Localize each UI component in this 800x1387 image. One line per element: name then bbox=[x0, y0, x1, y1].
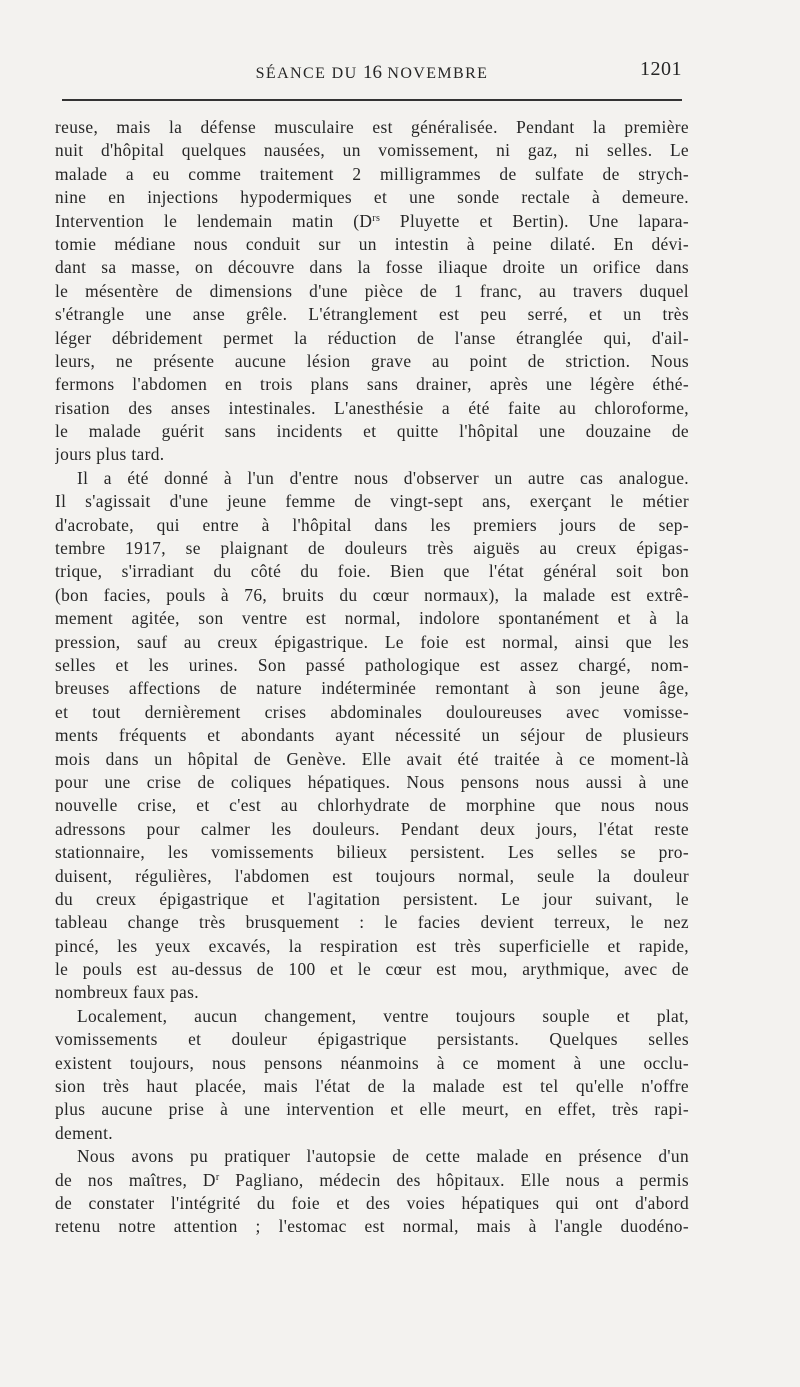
text-line bbox=[55, 1215, 689, 1238]
line-text: plus aucune prise à une intervention et elle meurt, en effet, très rapi- bbox=[55, 1099, 689, 1120]
text-line bbox=[55, 280, 689, 303]
running-title-part2: NOVEMBRE bbox=[381, 65, 489, 82]
text-line bbox=[55, 958, 689, 981]
line-text: mois dans un hôpital de Genève. Elle avait été traitée à ce moment-là bbox=[55, 748, 689, 769]
line-text: tableau change très brusquement : le facies devient terreux, le nez bbox=[55, 912, 689, 933]
line-text: de nos maîtres, D bbox=[55, 1169, 216, 1190]
text-line bbox=[55, 631, 689, 654]
text-line bbox=[55, 1098, 689, 1121]
line-text: pour une crise de coliques hépatiques. Nous pensons nous aussi à une bbox=[55, 771, 689, 792]
line-text-continued: Pagliano, médecin des hôpitaux. Elle nous a permis bbox=[219, 1169, 689, 1190]
line-text: dement. bbox=[55, 1122, 113, 1143]
body-text bbox=[55, 116, 689, 1239]
text-line bbox=[55, 654, 689, 677]
line-text: Il s'agissait d'une jeune femme de vingt-sept ans, exerçant le métier bbox=[55, 491, 689, 512]
text-line bbox=[55, 1145, 689, 1168]
text-line bbox=[55, 888, 689, 911]
text-line bbox=[55, 327, 689, 350]
text-line bbox=[55, 607, 689, 630]
text-line bbox=[55, 256, 689, 279]
text-line bbox=[55, 935, 689, 958]
line-text: de constater l'intégrité du foie et des voies hépatiques qui ont d'abord bbox=[55, 1192, 689, 1213]
line-text: sion très haut placée, mais l'état de la malade est tel qu'elle n'offre bbox=[55, 1076, 689, 1097]
text-line bbox=[55, 1028, 689, 1051]
line-text: retenu notre attention ; l'estomac est normal, mais à l'angle duodéno- bbox=[55, 1216, 689, 1237]
text-line bbox=[55, 794, 689, 817]
line-text: malade a eu comme traitement 2 milligrammes de sulfate de strych- bbox=[55, 163, 689, 184]
line-superscript: r bbox=[215, 1171, 220, 1183]
text-line bbox=[55, 748, 689, 771]
line-text: nouvelle crise, et c'est au chlorhydrate de morphine que nous nous bbox=[55, 795, 689, 816]
page-number: 1201 bbox=[640, 58, 682, 80]
line-text: selles et les urines. Son passé pathologique est assez chargé, nom- bbox=[55, 654, 689, 675]
header-rule bbox=[62, 99, 682, 101]
line-text: Nous avons pu pratiquer l'autopsie de cette malade en présence d'un bbox=[77, 1146, 689, 1167]
line-text: duisent, régulières, l'abdomen est toujours normal, seule la douleur bbox=[55, 865, 689, 886]
line-text: Il a été donné à l'un d'entre nous d'observer un autre cas analogue. bbox=[77, 467, 689, 488]
line-text: et tout dernièrement crises abdominales douloureuses avec vomisse- bbox=[55, 701, 689, 722]
running-title-part1: SÉANCE DU bbox=[255, 65, 363, 82]
line-text: nuit d'hôpital quelques nausées, un vomissement, ni gaz, ni selles. Le bbox=[55, 140, 689, 161]
line-text: d'acrobate, qui entre à l'hôpital dans les premiers jours de sep- bbox=[55, 514, 689, 535]
text-line bbox=[55, 467, 689, 490]
text-line bbox=[55, 1052, 689, 1075]
text-line bbox=[55, 911, 689, 934]
line-text: vomissements et douleur épigastrique persistants. Quelques selles bbox=[55, 1029, 689, 1050]
line-text: reuse, mais la défense musculaire est généralisée. Pendant la première bbox=[55, 117, 689, 137]
text-line bbox=[55, 677, 689, 700]
text-line bbox=[55, 303, 689, 326]
line-text: fermons l'abdomen en trois plans sans drainer, après une légère éthé- bbox=[55, 374, 689, 395]
line-text: mement agitée, son ventre est normal, indolore spontanément et à la bbox=[55, 608, 689, 629]
line-text: léger débridement permet la réduction de l'anse étranglée qui, d'ail- bbox=[55, 327, 689, 348]
line-text: du creux épigastrique et l'agitation persistent. Le jour suivant, le bbox=[55, 888, 689, 909]
line-text: Localement, aucun changement, ventre toujours souple et plat, bbox=[77, 1005, 689, 1026]
text-line bbox=[55, 514, 689, 537]
text-line bbox=[55, 1122, 689, 1145]
running-title bbox=[62, 62, 682, 84]
line-text: dant sa masse, on découvre dans la fosse iliaque droite un orifice dans bbox=[55, 257, 689, 278]
line-text: le mésentère de dimensions d'une pièce de 1 franc, au travers duquel bbox=[55, 280, 689, 301]
text-line bbox=[55, 1005, 689, 1028]
text-line bbox=[55, 210, 689, 233]
text-line bbox=[55, 1169, 689, 1192]
line-text: pression, sauf au creux épigastrique. Le foie est normal, ainsi que les bbox=[55, 631, 689, 652]
line-text: pincé, les yeux excavés, la respiration est très superficielle et rapide, bbox=[55, 935, 689, 956]
text-line bbox=[55, 537, 689, 560]
text-line bbox=[55, 724, 689, 747]
line-text: nombreux faux pas. bbox=[55, 982, 199, 1003]
line-text: jours plus tard. bbox=[55, 444, 165, 465]
text-line bbox=[55, 865, 689, 888]
text-line bbox=[55, 490, 689, 513]
line-text: tomie médiane nous conduit sur un intestin à peine dilaté. En dévi- bbox=[55, 233, 689, 254]
line-text: risation des anses intestinales. L'anesthésie a été faite au chloroforme, bbox=[55, 397, 689, 418]
line-text: trique, s'irradiant du côté du foie. Bien que l'état général soit bon bbox=[55, 561, 689, 582]
line-text: existent toujours, nous pensons néanmoins à ce moment à une occlu- bbox=[55, 1052, 689, 1073]
text-line bbox=[55, 116, 689, 139]
text-line bbox=[55, 443, 689, 466]
text-line bbox=[55, 1075, 689, 1098]
line-text: le pouls est au-dessus de 100 et le cœur est mou, arythmique, avec de bbox=[55, 959, 689, 980]
text-line bbox=[55, 701, 689, 724]
text-line bbox=[55, 397, 689, 420]
text-line bbox=[55, 350, 689, 373]
line-text: Intervention le lendemain matin (D bbox=[55, 210, 373, 231]
line-text: ments fréquents et abondants ayant nécessité un séjour de plusieurs bbox=[55, 725, 689, 746]
text-line bbox=[55, 560, 689, 583]
text-line bbox=[55, 584, 689, 607]
text-line bbox=[55, 818, 689, 841]
text-line bbox=[55, 233, 689, 256]
line-text: breuses affections de nature indéterminée remontant à son jeune âge, bbox=[55, 678, 689, 699]
text-line bbox=[55, 163, 689, 186]
text-line bbox=[55, 771, 689, 794]
line-text: s'étrangle une anse grêle. L'étranglement est peu serré, et un très bbox=[55, 304, 689, 325]
line-text: adressons pour calmer les douleurs. Pendant deux jours, l'état reste bbox=[55, 818, 689, 839]
line-superscript: rs bbox=[372, 212, 381, 224]
line-text: nine en injections hypodermiques et une sonde rectale à demeure. bbox=[55, 187, 689, 208]
line-text-continued: Pluyette et Bertin). Une lapara- bbox=[380, 210, 689, 231]
line-text: tembre 1917, se plaignant de douleurs très aiguës au creux épigas- bbox=[55, 538, 689, 559]
text-line bbox=[55, 1192, 689, 1215]
text-line bbox=[55, 420, 689, 443]
line-text: leurs, ne présente aucune lésion grave au point de striction. Nous bbox=[55, 350, 689, 371]
text-line bbox=[55, 981, 689, 1004]
text-line bbox=[55, 186, 689, 209]
line-text: stationnaire, les vomissements bilieux persistent. Les selles se pro- bbox=[55, 842, 689, 863]
running-head bbox=[62, 58, 682, 84]
text-line bbox=[55, 373, 689, 396]
line-text: (bon facies, pouls à 76, bruits du cœur normaux), la malade est extrê- bbox=[55, 584, 689, 605]
text-line bbox=[55, 841, 689, 864]
text-line bbox=[55, 139, 689, 162]
line-text: le malade guérit sans incidents et quitte l'hôpital une douzaine de bbox=[55, 421, 689, 442]
running-title-number: 16 bbox=[362, 62, 382, 83]
